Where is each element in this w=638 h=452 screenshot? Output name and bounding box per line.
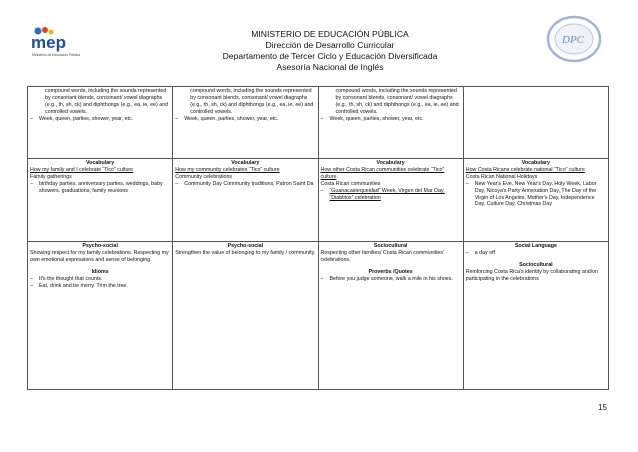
bullet-item: – “Guanacastequeidad” Week, Virgen del Mar Day, “Diablitos” celebration <box>321 188 461 202</box>
table-cell <box>318 159 463 242</box>
table-cell <box>463 242 608 390</box>
cell-heading: Vocabulary <box>86 160 115 166</box>
cell-text: Costa Rican communities <box>320 180 381 187</box>
bullet-item: – a day off <box>466 250 606 257</box>
bullet-item: – Eat, drink and be merry. Trim the tree. <box>30 283 170 290</box>
cell-link-text: How my family and I celebrate “Tico” culture <box>30 166 134 173</box>
cell-text: Showing respect for my family celebrations. Respecting my own emotional expressions and sense of belonging <box>30 249 169 263</box>
table-cell <box>463 159 608 242</box>
bullet-item: – Week, queen, parties, shower, year, etc. <box>30 116 170 123</box>
document-header <box>140 29 520 73</box>
cell-heading: Psycho-social <box>82 243 118 249</box>
cell-text: Community celebrations <box>175 173 233 180</box>
table-cell <box>318 242 463 390</box>
table-cell <box>28 87 173 159</box>
table-cell <box>463 87 608 159</box>
cell-text: Strengthen the value of belonging to my family / community. <box>175 249 316 256</box>
table-row <box>28 242 609 390</box>
dpc-logo-graphic <box>545 14 603 64</box>
mep-logo <box>30 26 82 64</box>
cell-text: compound words, including the sounds represented by consonant blends, consonant/ vowel diagraphs (e.g., th, sh, ck) and diphthongs (e.g., ea, ie, ee) and controlled vowels. <box>45 88 169 115</box>
cell-heading: Vocabulary <box>376 160 405 166</box>
curriculum-table <box>27 86 609 390</box>
header-department: Departamento de Tercer Ciclo y Educación Diversificada <box>222 51 438 61</box>
cell-text: compound words, including the sounds represented by consonant blends, consonant/ vowel diagraphs (e.g., th, sh, ck) and diphthongs (e.g., ea, ie, ee) and controlled vowels. <box>335 88 459 115</box>
table-row <box>28 159 609 242</box>
bullet-item: – Week, queen, parties, shower, year, etc. <box>175 116 315 123</box>
bullet-list <box>175 181 315 188</box>
cell-text: compound words, including the sounds represented by consonant blends, consonant/ vowel diagraphs (e.g., th, sh, ck) and diphthongs (e.g., ea, ie, ee) and controlled vowels. <box>190 88 314 115</box>
cell-heading: Vocabulary <box>231 160 260 166</box>
mep-logo-graphic <box>30 26 82 64</box>
cell-subheading: Proverbs /Quotes <box>368 268 413 275</box>
cell-heading: Sociocultural <box>373 243 408 249</box>
cell-text: Costa Rican National Holidays <box>465 173 538 180</box>
bullet-item: – Week, queen, parties, shower, year, etc. <box>321 116 461 123</box>
bullet-list <box>466 250 606 257</box>
bullet-list <box>175 116 315 123</box>
mep-logo-text: mep <box>31 33 66 52</box>
bullet-list <box>30 116 170 123</box>
header-direction: Dirección de Desarrollo Curricular <box>265 40 395 50</box>
table-cell <box>28 159 173 242</box>
table-cell <box>173 87 318 159</box>
cell-link-text: How my community celebrates “Tico” culture <box>175 166 280 173</box>
header-office: Asesoría Nacional de Inglés <box>276 62 384 72</box>
header-ministry: MINISTERIO DE EDUCACIÓN PÚBLICA <box>251 29 409 39</box>
dpc-logo-text: DPC <box>562 34 584 46</box>
cell-heading: Social Language <box>514 243 557 249</box>
bullet-list <box>30 276 170 290</box>
bullet-list <box>321 276 461 283</box>
dpc-logo <box>545 14 603 64</box>
cell-text: Respecting other families/ Costa Rican communities' celebrations. <box>320 249 444 263</box>
bullet-list <box>30 181 170 195</box>
mep-logo-subtext: Ministerio de Educación Pública <box>32 53 81 57</box>
cell-text: Family gatherings <box>30 173 72 180</box>
cell-subheading: Idioms <box>91 268 109 275</box>
bullet-list <box>321 116 461 123</box>
table-cell <box>173 159 318 242</box>
table-cell <box>318 87 463 159</box>
bullet-list <box>321 188 461 202</box>
cell-link-text: How Costa Ricans celebrate national “Tico” culture <box>465 166 585 173</box>
bullet-item: – It's the thought that counts. <box>30 276 170 283</box>
bullet-item: – birthday parties, anniversary parties, weddings, baby showers, graduations, family reunions <box>30 181 170 195</box>
table-row <box>28 87 609 159</box>
page-number: 15 <box>598 403 607 412</box>
bullet-item: – Before you judge someone, walk a mile in his shoes. <box>321 276 461 283</box>
cell-link-text: How other Costa Rican communities celebrate “Tico” culture <box>320 166 445 180</box>
cell-heading: Vocabulary <box>521 160 550 166</box>
bullet-list <box>466 181 606 209</box>
cell-text: Reinforcing Costa Rica's identity by collaborating and/on participating in the celebrations <box>465 268 599 282</box>
bullet-item: – Community Day Community traditions, Patron Saint Da <box>175 181 315 188</box>
cell-subheading: Sociocultural <box>519 261 553 268</box>
table-cell <box>28 242 173 390</box>
bullet-item: – New Year's Eve, New Year's Day, Holy Week, Labor Day, Nicoya's Party Annexation Day, The Day of the Virgin of Los Angeles, Mother's Day, Independence Day, Culture Day, Christmas Day <box>466 181 606 209</box>
table-cell <box>173 242 318 390</box>
cell-heading: Psycho-social <box>227 243 264 249</box>
